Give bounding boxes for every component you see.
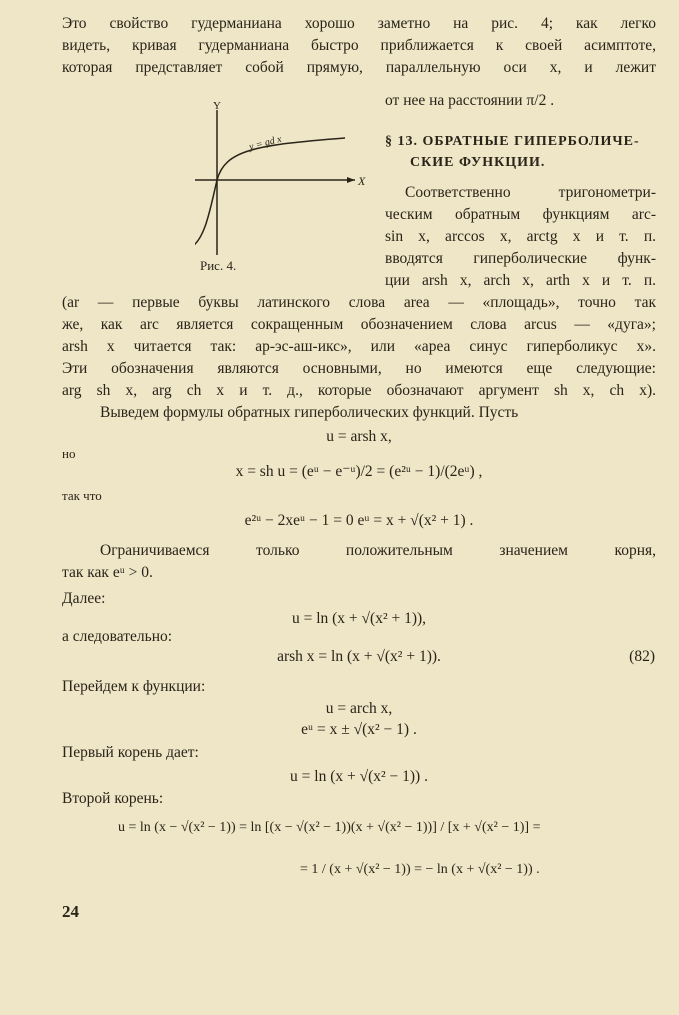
formula: u = arsh x, (326, 428, 392, 445)
text-line: Выведем формулы обратных гиперболических функций. Пусть (100, 404, 519, 421)
formula: e²ᵘ − 2xeᵘ − 1 = 0 eᵘ = x + √(x² + 1) . (244, 512, 474, 529)
page-number: 24 (62, 902, 79, 921)
intro-line: от нее на расстоянии π/2 . (385, 92, 555, 109)
text-line: Первый корень дает: (62, 744, 199, 761)
figure-caption: Рис. 4. (200, 258, 237, 273)
text-line: а следовательно: (62, 628, 173, 645)
formula: u = arch x, (325, 700, 393, 717)
intro-line: Это свойство гудерманиана хорошо заметно на рис. 4; как легко (62, 15, 656, 32)
intro-line: видеть, кривая гудерманиана быстро приближается к своей асимптоте, (62, 37, 656, 54)
text-line: Перейдем к функции: (62, 678, 206, 695)
formula: u = ln (x + √(x² − 1)) . (290, 768, 428, 785)
formula: eᵘ = x ± √(x² − 1) . (301, 721, 417, 738)
text-line: Эти обозначения являются основными, но имеются еще следующие: (62, 360, 656, 377)
text-line: ческим обратным функциям arc- (385, 206, 656, 223)
formula: x = sh u = (eᵘ − e⁻ᵘ)/2 = (e²ᵘ − 1)/(2eᵘ) , (235, 463, 483, 480)
formula: u = ln (x + √(x² + 1)), (291, 610, 427, 627)
section-title: § 13. ОБРАТНЫЕ ГИПЕРБОЛИЧЕ- (385, 134, 640, 149)
text-line: Соответственно тригонометри- (405, 184, 656, 201)
text-line: так что (62, 488, 102, 503)
y-label: Y (213, 100, 221, 112)
text-line: же, как arc является сокращенным обозначением слова arcus — «дуга»; (62, 316, 656, 333)
figure-4-graph (195, 100, 370, 260)
text-line: ции arsh x, arch x, arth x и т. п. (385, 272, 656, 289)
equation-number: (82) (629, 648, 655, 665)
text-line: Второй корень: (62, 790, 164, 807)
formula: arsh x = ln (x + √(x² + 1)). (277, 648, 441, 665)
section-title: СКИЕ ФУНКЦИИ. (410, 155, 546, 170)
text-line: вводятся гиперболические функ- (385, 250, 656, 267)
intro-line: которая представляет собой прямую, параллельную оси x, и лежит (62, 59, 656, 76)
curve-label: y = gd x (247, 133, 283, 153)
text-line: Далее: (62, 590, 106, 607)
text-line: но (62, 446, 76, 461)
text-line: так как eᵘ > 0. (62, 564, 153, 581)
text-line: arg sh x, arg ch x и т. д., которые обозначают аргумент sh x, ch x). (62, 382, 656, 399)
text-line: sin x, arccos x, arctg x и т. п. (385, 228, 656, 245)
x-label: X (358, 174, 366, 188)
formula: = 1 / (x + √(x² − 1)) = − ln (x + √(x² − 1)) . (300, 862, 540, 877)
formula: u = ln (x − √(x² − 1)) = ln [(x − √(x² − 1))(x + √(x² − 1))] / [x + √(x² − 1)] = (118, 820, 541, 835)
text-line: (ar — первые буквы латинского слова area — «площадь», точно так (62, 294, 656, 311)
text-line: arsh x читается так: ар-эс-аш-икс», или «ареа синус гиперболикус x». (62, 338, 656, 355)
text-line: Ограничиваемся только положительным значением корня, (100, 542, 656, 559)
